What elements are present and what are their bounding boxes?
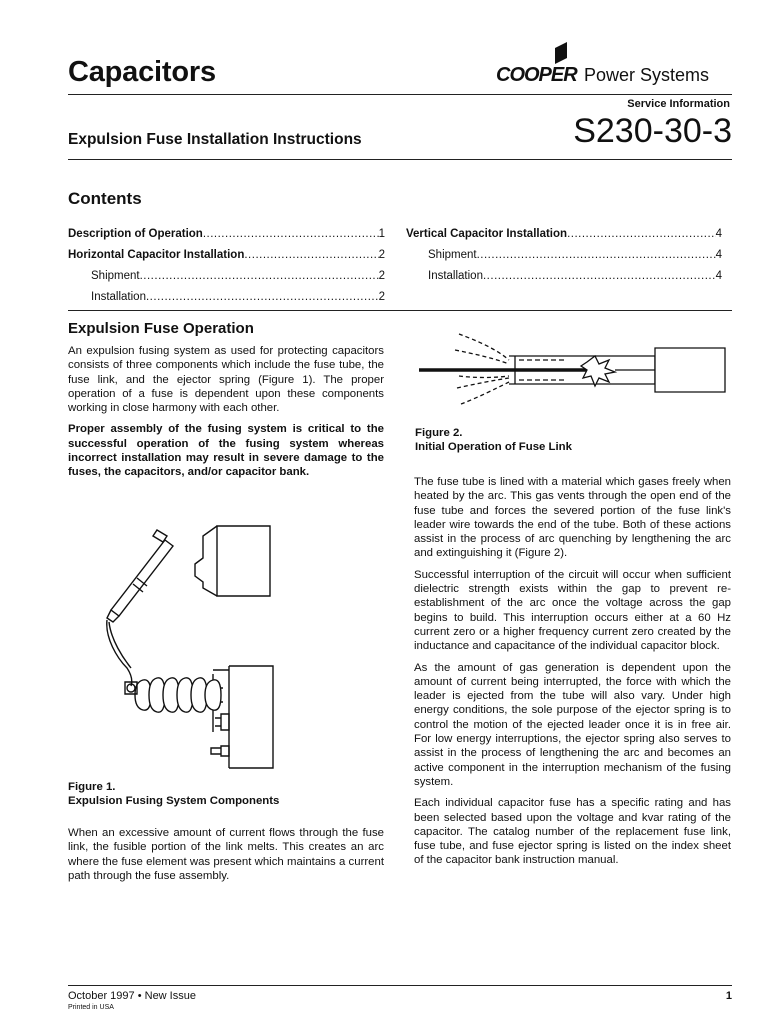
subtitle-rule xyxy=(68,159,732,160)
contents-heading: Contents xyxy=(68,189,142,208)
page-number: 1 xyxy=(725,990,732,1002)
right-column-body xyxy=(414,475,731,875)
footer-rule xyxy=(68,985,732,986)
toc-entry-title: Horizontal Capacitor Installation xyxy=(68,249,245,261)
brand-logo xyxy=(496,60,736,90)
toc-entry-page: 2 xyxy=(378,270,385,282)
section-heading: Expulsion Fuse Operation xyxy=(68,320,254,337)
contents-rule xyxy=(68,310,732,311)
printed-note: Printed in USA xyxy=(68,1004,114,1011)
figure-1-caption xyxy=(68,780,279,808)
figure-2-label: Figure 2. xyxy=(415,427,463,439)
page-title: Capacitors xyxy=(68,56,216,88)
toc-entry-title: Description of Operation xyxy=(68,228,203,240)
figure-2-illustration xyxy=(415,326,735,414)
toc-entry[interactable] xyxy=(428,249,722,261)
toc-entry-page: 2 xyxy=(378,291,385,303)
brand-division: Power Systems xyxy=(584,65,710,85)
toc-entry[interactable] xyxy=(91,291,385,303)
paragraph: Each individual capacitor fuse has a specific rating and has been selected based upon the voltage and kvar rating of the capacitor. The catalog number of the replacement fuse link, fuse tube, and fuse ejector spring is listed on the index sheet of the capacitor bank instruction manual. xyxy=(414,797,731,867)
toc-entry[interactable] xyxy=(91,270,385,282)
issue-date: October 1997 • New Issue xyxy=(68,990,196,1002)
paragraph: As the amount of gas generation is dependent upon the amount of current being interrupted, the force with which the leader is ejected from the tube will also vary. Under high energy conditions, the sole purpose of the ejector spring is to control the motion of the ejected leader once it is in free air. For low energy interruptions, the ejector spring also serves to assist in the process of lengthening the arc and becomes an active component in the interruption mechanism of the fusing system. xyxy=(414,661,731,788)
figure-1-title: Expulsion Fusing System Components xyxy=(68,795,280,807)
toc-entry-title: Installation xyxy=(91,291,146,303)
figure-1-label: Figure 1. xyxy=(68,781,116,793)
toc-entry[interactable] xyxy=(406,228,722,240)
left-column-body xyxy=(68,826,384,890)
toc-entry-page: 2 xyxy=(378,249,385,261)
figure-2-title: Initial Operation of Fuse Link xyxy=(415,441,572,453)
toc-entry-page: 4 xyxy=(715,270,722,282)
brand-name: COOPER xyxy=(496,64,577,86)
paragraph: The fuse tube is lined with a material which gases freely when heated by the arc. This gas vents through the open end of the fuse tube and forces the severed portion of the fuse link's leader wire towards the end of the tube. Both of these actions assist in the process of arc quenching by lengthening the arc and extinguishing it (Figure 2). xyxy=(414,476,731,560)
toc-entry[interactable] xyxy=(68,228,385,240)
cooper-flag-icon xyxy=(554,42,568,64)
toc-entry-title: Shipment xyxy=(428,249,477,261)
toc-entry-page: 1 xyxy=(378,228,385,240)
paragraph: An expulsion fusing system as used for protecting capacitors consists of three components which include the fuse tube, the fuse link, and the ejector spring (Figure 1). The proper operation of a fuse is dependent upon these components working in close harmony with each other. xyxy=(68,345,384,415)
warning-paragraph: Proper assembly of the fusing system is critical to the successful operation of the fusing system whereas incorrect installation may result in severe damage to the fuses, the capacitors, and/or capacitor bank. xyxy=(68,423,384,479)
toc-entry-title: Vertical Capacitor Installation xyxy=(406,228,568,240)
toc-entry-page: 4 xyxy=(715,249,722,261)
toc-entry-title: Installation xyxy=(428,270,483,282)
service-info-label: Service Information xyxy=(627,98,730,110)
toc-entry[interactable] xyxy=(428,270,722,282)
left-column-intro xyxy=(68,344,384,487)
paragraph: When an excessive amount of current flows through the fuse link, the fusible portion of the link melts. This creates an arc where the fuse element was present which maintains a current path through the fuse assembly. xyxy=(68,827,384,882)
toc-entry-title: Shipment xyxy=(91,270,140,282)
header-rule xyxy=(68,94,732,95)
figure-1-illustration xyxy=(95,518,285,780)
figure-2-caption xyxy=(415,426,572,454)
document-subtitle: Expulsion Fuse Installation Instructions xyxy=(68,131,362,148)
toc-entry[interactable] xyxy=(68,249,385,261)
document-number: S230-30-3 xyxy=(573,112,732,150)
toc-entry-page: 4 xyxy=(715,228,722,240)
paragraph: Successful interruption of the circuit will occur when sufficient dielectric strength exists within the gap to prevent re-establishment of the arc once the voltage across the gap begins to build. This interruption occurs either at a 60 Hz current zero or a higher frequency current zero created by the inductance and capacitance of the individual capacitor block. xyxy=(414,568,731,653)
